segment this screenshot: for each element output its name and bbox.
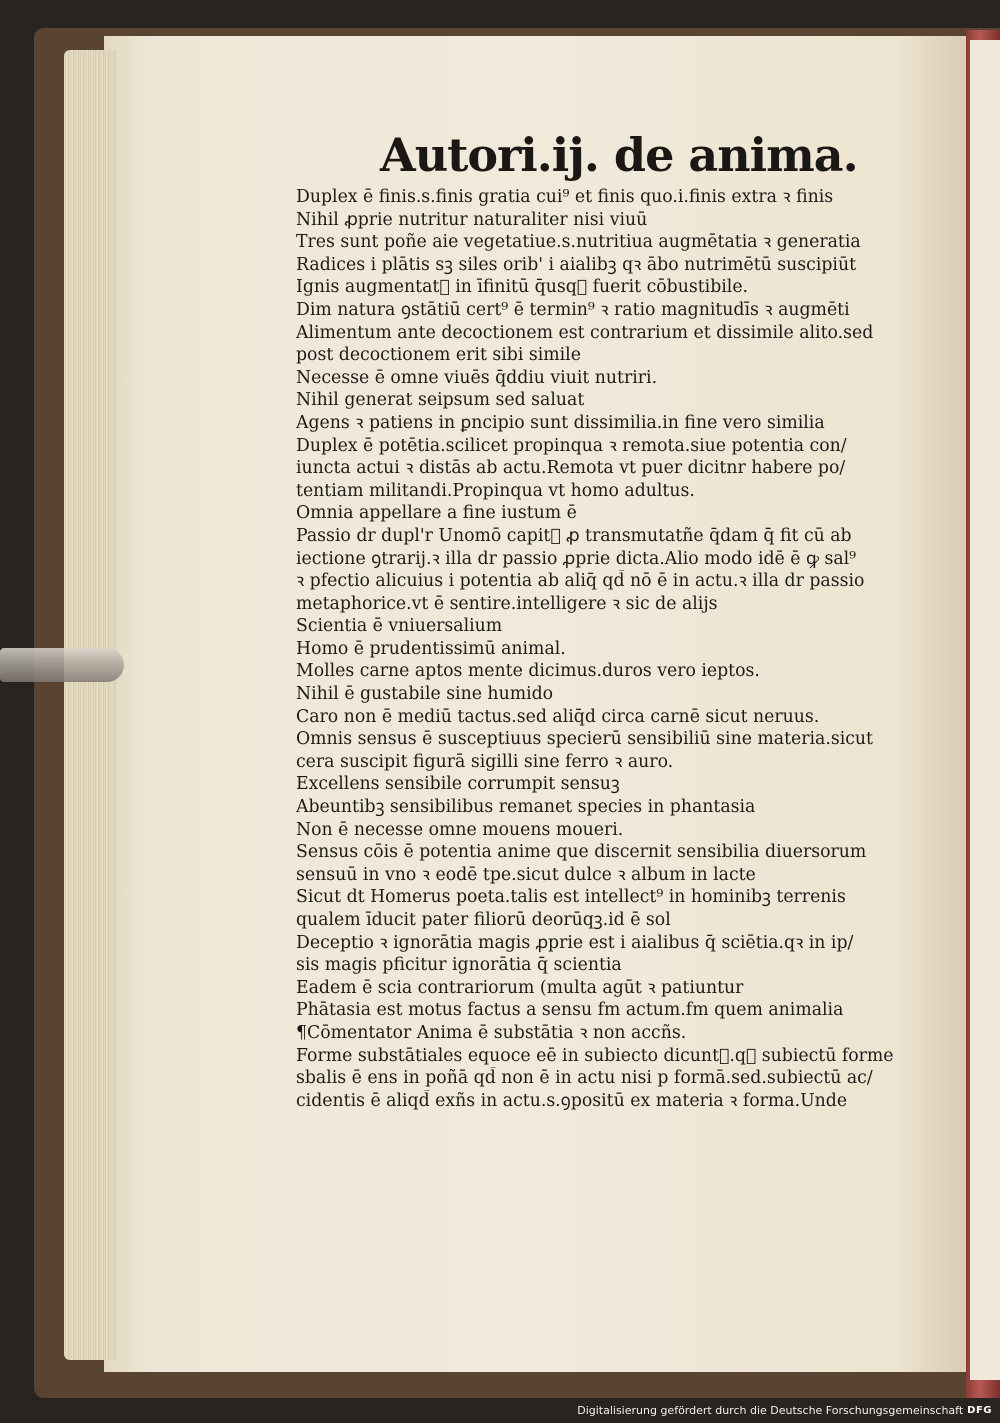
- text-line: qualem īducit pater filiorū deorūqꝫ.id ē sol: [296, 910, 671, 930]
- text-line: Non ē necesse omne mouens moueri.: [296, 819, 624, 840]
- text-line: Necesse ē omne viuēs q̄ddiu viuit nutriri.: [296, 367, 658, 388]
- text-line: cera suscipit figurā sigilli sine ferro ꝛ auro.: [296, 751, 674, 772]
- text-line: cidentis ē aliqd̄ exñs in actu.s.ꝯpositū ex materia ꝛ forma.Unde: [296, 1090, 848, 1111]
- text-line: Sensus cōis ē potentia anime que discernit sensibilia diuersorum: [296, 842, 867, 863]
- text-line: sensuū in vno ꝛ eodē tpe.sicut dulce ꝛ album in lacte: [296, 864, 756, 885]
- text-line: Sicut dt Homerus poeta.talis est intellect⁹ in hominibꝫ terrenis: [296, 887, 846, 908]
- text-line: sis magis pficitur ignorātia q̄ scientia: [296, 955, 622, 976]
- text-line: sbalis ē ens in poñā qd̄ non ē in actu nisi p formā.sed.subiectū ac/: [296, 1068, 873, 1089]
- text-line: metaphorice.vt ē sentire.intelligere ꝛ sic de alijs: [296, 593, 718, 614]
- text-line: Abeuntibꝫ sensibilibus remanet species in phantasia: [296, 797, 756, 818]
- text-line: Omnia appellare a fine iustum ē: [296, 503, 577, 524]
- text-line: Duplex ē finis.s.finis gratia cui⁹ et finis quo.i.finis extra ꝛ finis: [296, 187, 834, 207]
- text-line: Passio dr dupl'r Unomō capit᷑ ꝓ transmutatñe q̄dam q̄ fit cū ab: [296, 525, 852, 546]
- text-line: Eadem ē scia contrariorum (multa agūt ꝛ patiuntur: [296, 977, 744, 998]
- dfg-logo-icon: DFG: [967, 1404, 992, 1416]
- text-line: Nihil ē gustabile sine humido: [296, 684, 554, 705]
- text-line: iuncta actui ꝛ distās ab actu.Remota vt puer dicitnr habere po/: [296, 458, 846, 479]
- text-line: Deceptio ꝛ ignorātia magis ꝓprie est i aialibus q̄ sciētia.qꝛ in ip/: [296, 932, 854, 953]
- text-line: Caro non ē mediū tactus.sed aliq̄d circa carnē sicut neruus.: [296, 706, 820, 727]
- text-line: Nihil ꝓprie nutritur naturaliter nisi viuū: [296, 209, 648, 230]
- page-fore-edge: [64, 50, 116, 1360]
- text-line: Radices i plātis sꝫ siles orib' i aialibꝫ qꝛ ābo nutrimētū suscipiūt: [296, 254, 857, 275]
- page-weight-marker: [0, 648, 124, 682]
- text-line: Dim natura ꝯstātiū cert⁹ ē termin⁹ ꝛ ratio magnitudīs ꝛ augmēti: [296, 299, 850, 320]
- text-line: Phātasia est motus factus a sensu fm actum.fm quem animalia: [296, 1000, 844, 1021]
- text-line: Tres sunt poñe aie vegetatiue.s.nutritiua augmētatia ꝛ generatia: [296, 232, 861, 253]
- text-line: Omnis sensus ē susceptiuus specierū sensibiliū sine materia.sicut: [296, 729, 874, 750]
- text-line: ꝛ pfectio alicuius i potentia ab aliq̄ qd̄ nō ē in actu.ꝛ illa dr passio: [296, 571, 865, 592]
- footer-credit: [577, 1401, 992, 1419]
- text-line: Duplex ē potētia.scilicet propinqua ꝛ remota.siue potentia con/: [296, 435, 847, 456]
- footer-credit-text: Digitalisierung gefördert durch die Deutsche Forschungsgemeinschaft: [577, 1403, 964, 1417]
- text-line: tentiam militandi.Propinqua vt homo adultus.: [296, 480, 695, 501]
- text-line: Alimentum ante decoctionem est contrarium et dissimile alito.sed: [296, 322, 874, 343]
- text-line: post decoctionem erit sibi simile: [296, 345, 581, 366]
- text-line: Scientia ē vniuersalium: [296, 616, 503, 637]
- text-line: iectione ꝯtrarij.ꝛ illa dr passio ꝓprie dicta.Alio modo idē ē ꝙ sal⁹: [296, 548, 857, 569]
- facing-page-edge: [970, 40, 1000, 1380]
- text-line: Homo ē prudentissimū animal.: [296, 638, 566, 659]
- text-line: Molles carne aptos mente dicimus.duros vero ieptos.: [296, 661, 760, 682]
- text-line: Agens ꝛ patiens in ꝑncipio sunt dissimilia.in fine vero similia: [296, 412, 825, 433]
- text-line: Ignis augmentat᷑ in īfinitū q̄usqꝫ fuerit cōbustibile.: [296, 277, 749, 298]
- text-line: Excellens sensibile corrumpit sensuꝫ: [296, 774, 620, 795]
- text-line: Forme substātiales equoce eē in subiecto dicunt᷑.qꝛ subiectū forme: [296, 1045, 894, 1066]
- text-line: Nihil generat seipsum sed saluat: [296, 390, 585, 411]
- page-title: Autori.ij. de anima.: [380, 128, 858, 182]
- text-line: ¶Cōmentator Anima ē substātia ꝛ non accñs.: [296, 1022, 687, 1043]
- text-block: [296, 186, 906, 1112]
